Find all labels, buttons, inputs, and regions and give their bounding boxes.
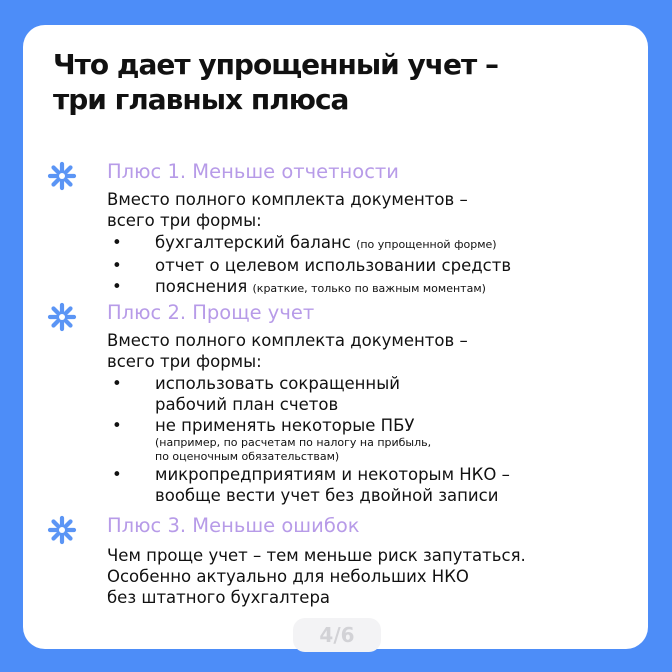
- list-item: • отчет о целевом использовании средств: [112, 256, 512, 275]
- page-indicator: 4/6: [293, 618, 381, 652]
- bullet-icon: •: [112, 256, 122, 275]
- asterisk-flower-icon: [47, 302, 77, 332]
- title-line-1: Что дает упрощенный учет –: [53, 48, 498, 81]
- asterisk-flower-icon: [47, 515, 77, 545]
- list-item: • не применять некоторые ПБУ (например, по расчетам по налогу на прибыль, по оценочным обязательствам): [107, 415, 510, 464]
- asterisk-flower-icon: [47, 161, 77, 191]
- item-note: по оценочным обязательствам): [155, 450, 340, 463]
- section-body: Чем проще учет – тем меньше риск запутаться. Особенно актуально для небольших НКО без штатного бухгалтера: [107, 546, 526, 607]
- list-item: • микропредприятиям и некоторым НКО – вообще вести учет без двойной записи: [112, 465, 510, 505]
- title-line-2: три главных плюса: [53, 83, 349, 116]
- list-item: • пояснения (краткие, только по важным моментам): [112, 277, 486, 296]
- item-note: (по упрощенной форме): [356, 238, 497, 251]
- slide-title: [53, 47, 633, 117]
- bullet-icon: •: [112, 416, 122, 435]
- item-note: (краткие, только по важным моментам): [252, 282, 486, 295]
- item-note: (например, по расчетам по налогу на прибыль,: [155, 436, 432, 449]
- bullet-icon: •: [112, 233, 122, 252]
- section-heading: Плюс 2. Проще учет: [107, 301, 315, 324]
- bullet-icon: •: [112, 374, 122, 393]
- bullet-list: [107, 373, 510, 506]
- bullet-icon: •: [112, 277, 122, 296]
- list-item: • бухгалтерский баланс (по упрощенной форме): [112, 233, 497, 252]
- list-item: • использовать сокращенный рабочий план счетов: [112, 374, 400, 414]
- section-heading: Плюс 3. Меньше ошибок: [107, 514, 360, 537]
- bullet-list: [107, 232, 511, 299]
- bullet-icon: •: [112, 465, 122, 484]
- section-intro: Вместо полного комплекта документов – всего три формы:: [107, 331, 468, 371]
- slide-card: [23, 25, 648, 649]
- section-heading: Плюс 1. Меньше отчетности: [107, 160, 399, 183]
- section-intro: Вместо полного комплекта документов – всего три формы:: [107, 190, 468, 230]
